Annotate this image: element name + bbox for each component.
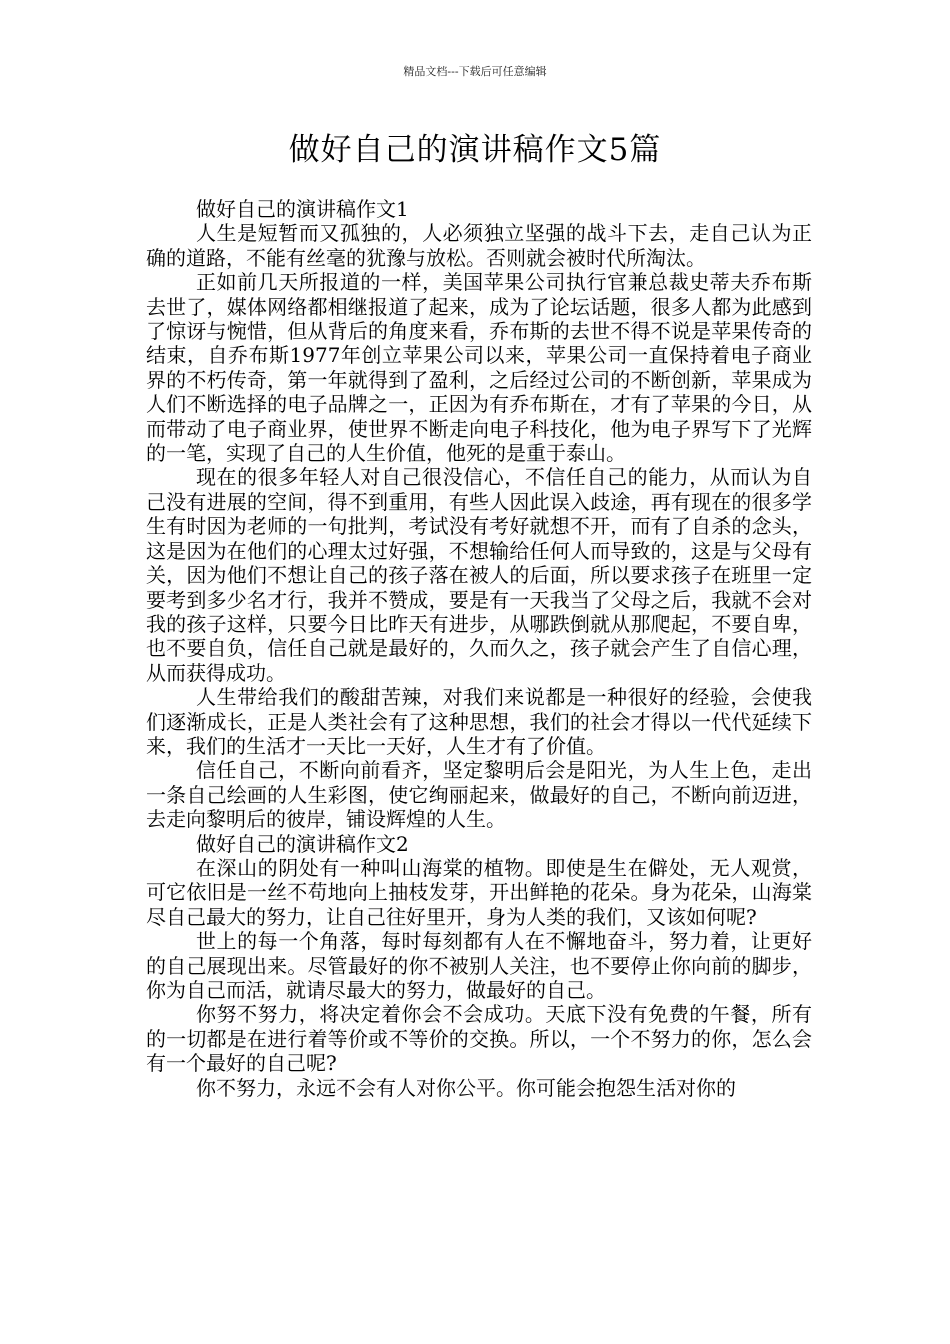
paragraph: 你不努力，永远不会有人对你公平。你可能会抱怨生活对你的 xyxy=(196,1075,736,1100)
paragraph: 人生是短暂而又孤独的，人必须独立坚强的战斗下去，走自己认为正确的道路，不能有丝毫的犹豫与放松。否则就会被时代所淘汰。 xyxy=(146,221,812,270)
paragraph: 人生带给我们的酸甜苦辣，对我们来说都是一种很好的经验，会使我们逐渐成长，正是人类社会有了这种思想，我们的社会才得以一代代延续下来，我们的生活才一天比一天好，人生才有了价值。 xyxy=(146,685,812,758)
paragraph: 现在的很多年轻人对自己很没信心，不信任自己的能力，从而认为自己没有进展的空间，得不到重用，有些人因此误入歧途，再有现在的很多学生有时因为老师的一句批判，考试没有考好就想不开，而有了自杀的念头，这是因为在他们的心理太过好强，不想输给任何人而导致的，这是与父母有关，因为他们不想让自己的孩子落在被人的后面，所以要求孩子在班里一定要考到多少名才行，我并不赞成，要是有一天我当了父母之后，我就不会对我的孩子这样，只要今日比昨天有进步，从哪跌倒就从那爬起，不要自卑，也不要自负，信任自己就是最好的，久而久之，孩子就会产生了自信心理，从而获得成功。 xyxy=(146,465,812,685)
header-note: 精品文档---下载后可任意编辑 xyxy=(403,65,547,78)
paragraph: 在深山的阴处有一种叫山海棠的植物。即使是生在僻处，无人观赏，可它依旧是一丝不苟地向上抽枝发芽，开出鲜艳的花朵。身为花朵，山海棠尽自己最大的努力，让自己往好里开，身为人类的我们，又该如何呢? xyxy=(146,855,812,929)
document-title: 做好自己的演讲稿作文5篇 xyxy=(288,132,662,168)
paragraph: 正如前几天所报道的一样，美国苹果公司执行官兼总裁史蒂夫乔布斯去世了，媒体网络都相继报道了起来，成为了论坛话题，很多人都为此感到了惊讶与惋惜，但从背后的角度来看，乔布斯的去世不得不说是苹果传奇的结束，自乔布斯1977年创立苹果公司以来，苹果公司一直保持着电子商业界的不朽传奇，第一年就得到了盈利，之后经过公司的不断创新，苹果成为人们不断选择的电子品牌之一，正因为有乔布斯在，才有了苹果的今日，从而带动了电子商业界，使世界不断走向电子科技化，他为电子界写下了光辉的一笔，实现了自己的人生价值，他死的是重于泰山。 xyxy=(146,270,812,466)
paragraph: 信任自己，不断向前看齐，坚定黎明后会是阳光，为人生上色，走出一条自己绘画的人生彩图，使它绚丽起来，做最好的自己，不断向前迈进，去走向黎明后的彼岸，铺设辉煌的人生。 xyxy=(146,758,812,832)
paragraph: 世上的每一个角落，每时每刻都有人在不懈地奋斗，努力着，让更好的自己展现出来。尽管最好的你不被别人关注，也不要停止你向前的脚步，你为自己而活，就请尽最大的努力，做最好的自己。 xyxy=(146,929,812,1002)
section-heading: 做好自己的演讲稿作文2 xyxy=(196,831,409,856)
paragraph: 你努不努力，将决定着你会不会成功。天底下没有免费的午餐，所有的一切都是在进行着等价或不等价的交换。所以，一个不努力的你，怎么会有一个最好的自己呢? xyxy=(146,1002,812,1076)
section-heading: 做好自己的演讲稿作文1 xyxy=(196,197,409,221)
document-body xyxy=(146,197,812,1100)
